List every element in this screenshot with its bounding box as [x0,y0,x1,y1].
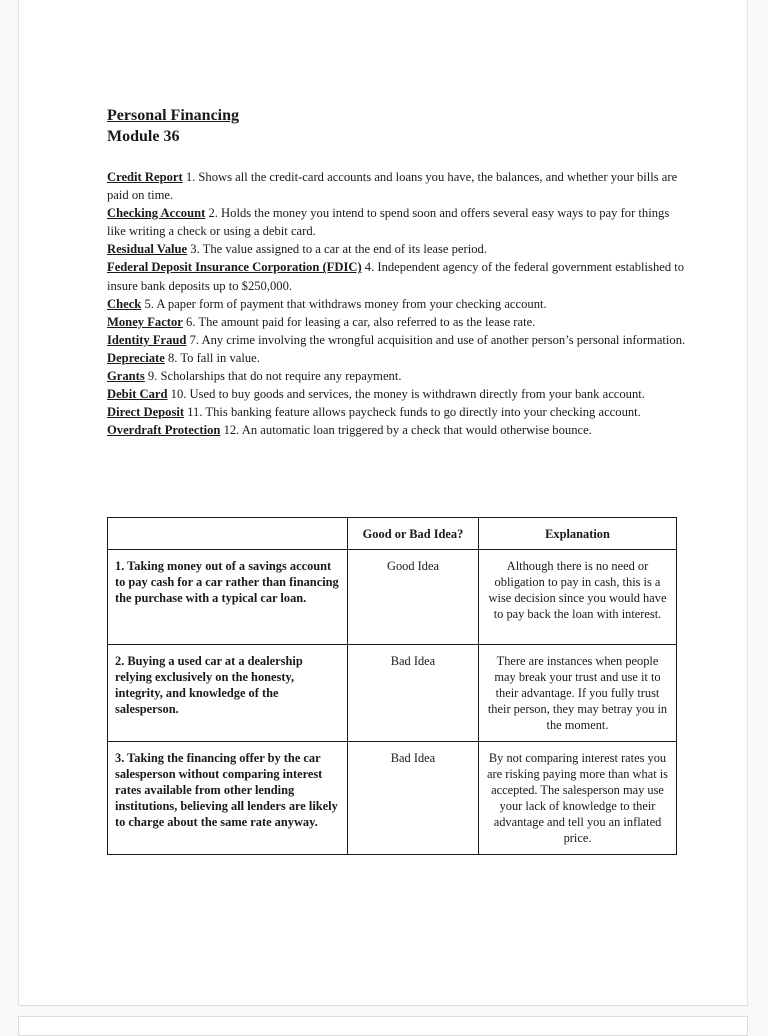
table-row [108,742,677,855]
vocab-definition: 8. To fall in value. [164,350,260,365]
scenario-cell: 1. Taking money out of a savings account to pay cash for a car rather than financing the purchase with a typical car loan. [108,550,348,645]
vocab-item [107,168,687,204]
header-scenario [108,518,348,550]
vocab-item [107,349,687,367]
vocabulary-list [107,168,687,439]
vocab-term: Credit Report [107,170,183,184]
table-row [108,645,677,742]
vocab-term: Federal Deposit Insurance Corporation (FDIC) [107,260,362,275]
vocab-item [107,331,687,349]
vocab-term: Identity Fraud [107,332,187,347]
vocab-item [107,204,687,240]
document-content [107,106,687,439]
verdict-cell: Bad Idea [348,742,479,855]
vocab-definition: 9. Scholarships that do not require any repayment. [144,369,402,384]
vocab-definition: 1. Shows all the credit-card accounts and loans you have, the balances, and whether your bills are paid on time. [107,170,678,203]
explanation-cell: By not comparing interest rates you are risking paying more than what is accepted. The salesperson may use your lack of knowledge to their advantage and tell you an inflated price. [479,742,677,855]
vocab-item [107,240,687,258]
module-heading: Module 36 [107,128,180,145]
vocab-definition: 12. An automatic loan triggered by a check that would otherwise bounce. [220,423,592,438]
explanation-cell: There are instances when people may break your trust and use it to their advantage. If you fully trust their person, they may betray you in the moment. [479,645,677,742]
explanation-cell: Although there is no need or obligation to pay in cash, this is a wise decision since you would have to pay back the loan with interest. [479,550,677,645]
vocab-definition: 4. Independent agency of the federal government established to insure bank deposits up to $250,000. [107,260,685,293]
vocab-definition: 2. Holds the money you intend to spend soon and offers several easy ways to pay for things like writing a check or using a debit card. [107,206,670,239]
document-title: Personal Financing [107,107,240,124]
vocab-definition: 3. The value assigned to a car at the end of its lease period. [187,242,487,257]
document-page [18,0,748,1006]
next-page-edge [18,1016,748,1036]
vocab-definition: 11. This banking feature allows paycheck funds to go directly into your checking account. [184,405,641,420]
vocab-term: Money Factor [107,314,183,329]
vocab-item [107,403,687,421]
vocab-term: Grants [107,369,145,384]
vocab-definition: 6. The amount paid for leasing a car, also referred to as the lease rate. [182,314,536,329]
vocab-term: Residual Value [107,242,188,257]
vocab-item [107,313,687,331]
table-header-row [108,518,677,550]
header-explanation: Explanation [479,518,677,550]
vocab-item [107,385,687,403]
vocab-term: Depreciate [107,350,165,365]
vocab-term: Overdraft Protection [107,423,221,438]
scenario-cell: 2. Buying a used car at a dealership relying exclusively on the honesty, integrity, and knowledge of the salesperson. [108,645,348,742]
vocab-term: Checking Account [107,206,206,221]
vocab-item [107,421,687,439]
vocab-term: Direct Deposit [107,405,185,420]
scenario-cell: 3. Taking the financing offer by the car salesperson without comparing interest rates available from other lending institutions, believing all lenders are likely to charge about the same rate anyway. [108,742,348,855]
good-bad-idea-table [107,517,677,855]
verdict-cell: Good Idea [348,550,479,645]
verdict-cell: Bad Idea [348,645,479,742]
table-row [108,550,677,645]
header-verdict: Good or Bad Idea? [348,518,479,550]
vocab-definition: 7. Any crime involving the wrongful acquisition and use of another person’s personal information. [186,332,686,347]
vocab-item [107,295,687,313]
vocab-term: Check [107,296,142,311]
vocab-definition: 10. Used to buy goods and services, the money is withdrawn directly from your bank account. [167,387,645,402]
vocab-term: Debit Card [107,387,168,402]
vocab-item [107,367,687,385]
vocab-definition: 5. A paper form of payment that withdraws money from your checking account. [141,296,547,311]
vocab-item [107,258,687,294]
